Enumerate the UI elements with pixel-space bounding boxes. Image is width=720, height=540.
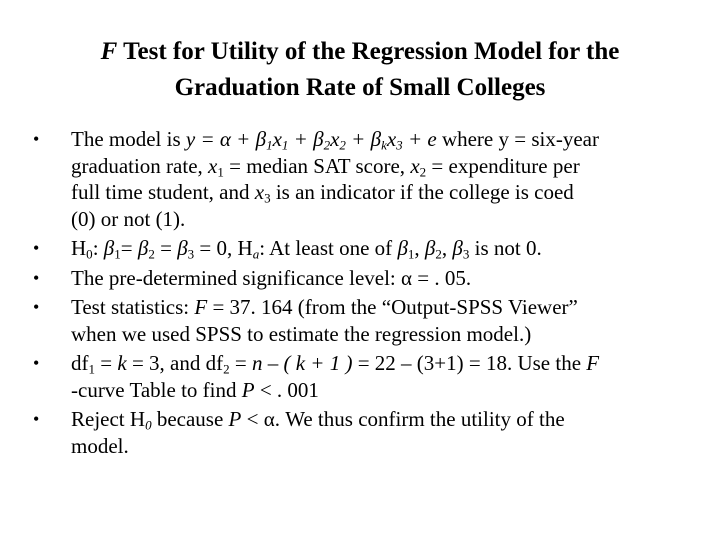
model-line-4: (0) or not (1). bbox=[71, 206, 186, 231]
bullet-icon: • bbox=[33, 238, 40, 258]
bullet-degrees-of-freedom bbox=[33, 350, 693, 403]
bullet-significance bbox=[33, 265, 693, 292]
model-line-1: The model is $y = \alpha + \beta_1x_1 + \beta_2x_2 + \beta_kx_3 + e$ where y = six-year bbox=[71, 127, 599, 153]
bullet-conclusion bbox=[33, 406, 693, 459]
title-f-symbol: F bbox=[100, 38, 118, 65]
bullet-icon: • bbox=[33, 267, 40, 288]
test-statistics-line-1: Test statistics: F = 37. 164 (from the “Output-SPSS Viewer” bbox=[71, 295, 578, 319]
bullet-test-statistics bbox=[33, 294, 693, 347]
model-line-3: full time student, and $x_3$ is an indicator if the college is coed bbox=[71, 180, 574, 206]
model-line-2: graduation rate, $x_1$ = median SAT score, $x_2$ = expenditure per bbox=[71, 153, 580, 180]
bullet-icon: • bbox=[33, 129, 40, 149]
conclusion-line-1: Reject $H_0$ because P < α. We thus confirm the utility of the bbox=[71, 407, 565, 433]
bullet-icon: • bbox=[33, 297, 40, 317]
title-line-1-text: Test for Utility of the Regression Model for the bbox=[117, 38, 620, 65]
bullet-hypotheses bbox=[33, 235, 693, 262]
bullet-list bbox=[33, 126, 693, 462]
bullet-model bbox=[33, 126, 693, 232]
test-statistics-line-2: when we used SPSS to estimate the regression model.) bbox=[71, 321, 532, 346]
bullet-icon: • bbox=[33, 353, 40, 373]
title-line-1 bbox=[40, 34, 680, 70]
title-line-2: Graduation Rate of Small Colleges bbox=[174, 74, 546, 101]
significance-line: The pre-determined significance level: α = . 05. bbox=[71, 265, 472, 290]
df-line-2: -curve Table to find P < . 001 bbox=[71, 377, 319, 402]
conclusion-line-2: model. bbox=[71, 433, 129, 458]
df-line-1: $df_1 = k = 3$, and $df_2 = n$ – ( k + 1 ) = 22 – (3+1) = 18. Use the F bbox=[71, 351, 600, 377]
slide-title bbox=[40, 34, 680, 106]
bullet-icon: • bbox=[33, 409, 40, 429]
hypotheses-line: $H_0$: $\beta_1= \beta_2 = \beta_3 = 0$, $H_a$: At least one of $\beta_1$, $\beta_2$, $\beta_3$ is not 0. bbox=[71, 236, 542, 262]
